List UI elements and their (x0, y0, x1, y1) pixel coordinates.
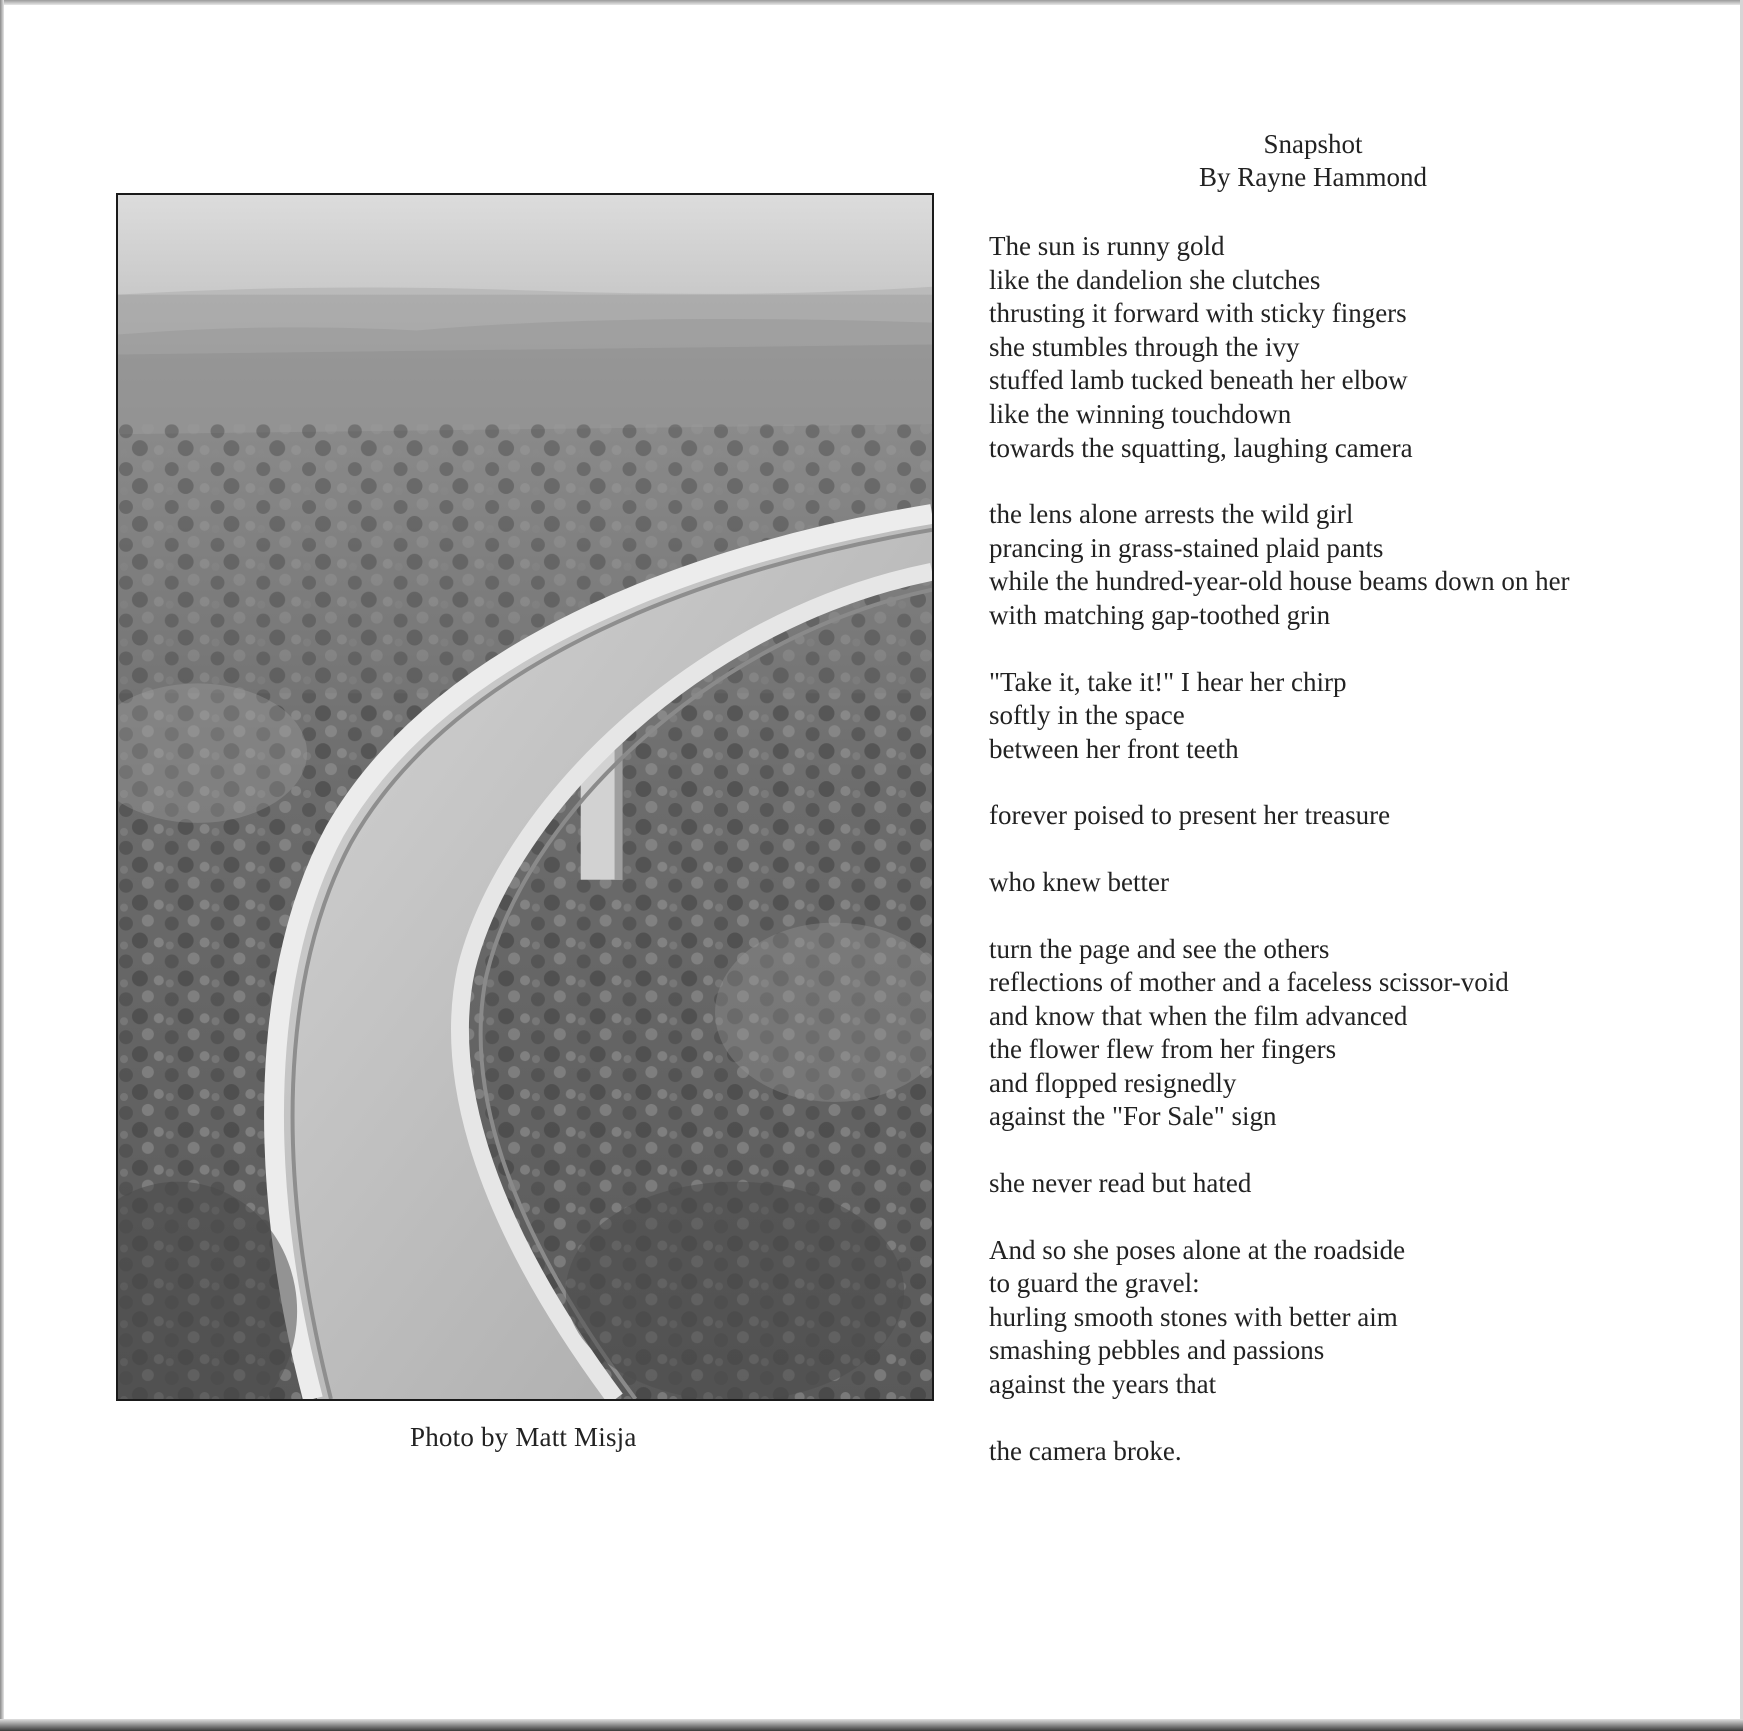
poem-title: Snapshot (1263, 129, 1363, 159)
poem-line: against the years that (989, 1369, 1217, 1400)
poem-line: like the dandelion she clutches (989, 264, 1321, 295)
poem-stanza (989, 1167, 1689, 1201)
poem-line: she stumbles through the ivy (989, 331, 1300, 362)
poem-byline: By Rayne Hammond (1199, 162, 1427, 192)
poem-line: thrusting it forward with sticky fingers (989, 298, 1407, 329)
poem-line: smashing pebbles and passions (989, 1335, 1325, 1366)
poem-line: the flower flew from her fingers (989, 1034, 1337, 1065)
poem-line: the camera broke. (989, 1435, 1182, 1466)
poem-line: hurling smooth stones with better aim (989, 1301, 1398, 1332)
poem-line: softly in the space (989, 700, 1185, 731)
poem-stanza (989, 1435, 1689, 1469)
poem-line: the lens alone arrests the wild girl (989, 499, 1354, 530)
poem-line: and flopped resignedly (989, 1067, 1237, 1098)
poem-line: And so she poses alone at the roadside (989, 1234, 1406, 1265)
poem-line: against the "For Sale" sign (989, 1101, 1277, 1132)
page-edge-top (0, 0, 1743, 5)
poem-line: reflections of mother and a faceless scissor-void (989, 967, 1509, 998)
poem-line: who knew better (989, 866, 1169, 897)
poem-line: "Take it, take it!" I hear her chirp (989, 666, 1347, 697)
poem-body (989, 230, 1689, 1468)
poem-line: with matching gap-toothed grin (989, 599, 1331, 630)
page-edge-bottom (0, 1719, 1743, 1731)
poem-stanza (989, 498, 1689, 632)
poem-header (1130, 128, 1496, 194)
poem-line: forever poised to present her treasure (989, 800, 1391, 831)
poem-line: towards the squatting, laughing camera (989, 432, 1413, 463)
poem-line: while the hundred-year-old house beams down on her (989, 566, 1570, 597)
photo-caption: Photo by Matt Misja (410, 1422, 637, 1452)
boardwalk-photo (116, 193, 934, 1401)
page-edge-left (0, 0, 4, 1731)
poem-line: prancing in grass-stained plaid pants (989, 532, 1384, 563)
poem-stanza (989, 799, 1689, 833)
poem-stanza (989, 866, 1689, 900)
poem-line: The sun is runny gold (989, 231, 1225, 261)
poem-line: stuffed lamb tucked beneath her elbow (989, 365, 1408, 396)
poem-stanza (989, 933, 1689, 1135)
poem-line: and know that when the film advanced (989, 1000, 1408, 1031)
poem-stanza (989, 230, 1689, 465)
poem-stanza (989, 1234, 1689, 1402)
poem-line: turn the page and see the others (989, 933, 1330, 964)
poem-line: to guard the gravel: (989, 1268, 1200, 1299)
poem-line: between her front teeth (989, 733, 1239, 764)
poem-line: like the winning touchdown (989, 398, 1292, 429)
poem-line: she never read but hated (989, 1168, 1252, 1199)
poem-stanza (989, 666, 1689, 767)
